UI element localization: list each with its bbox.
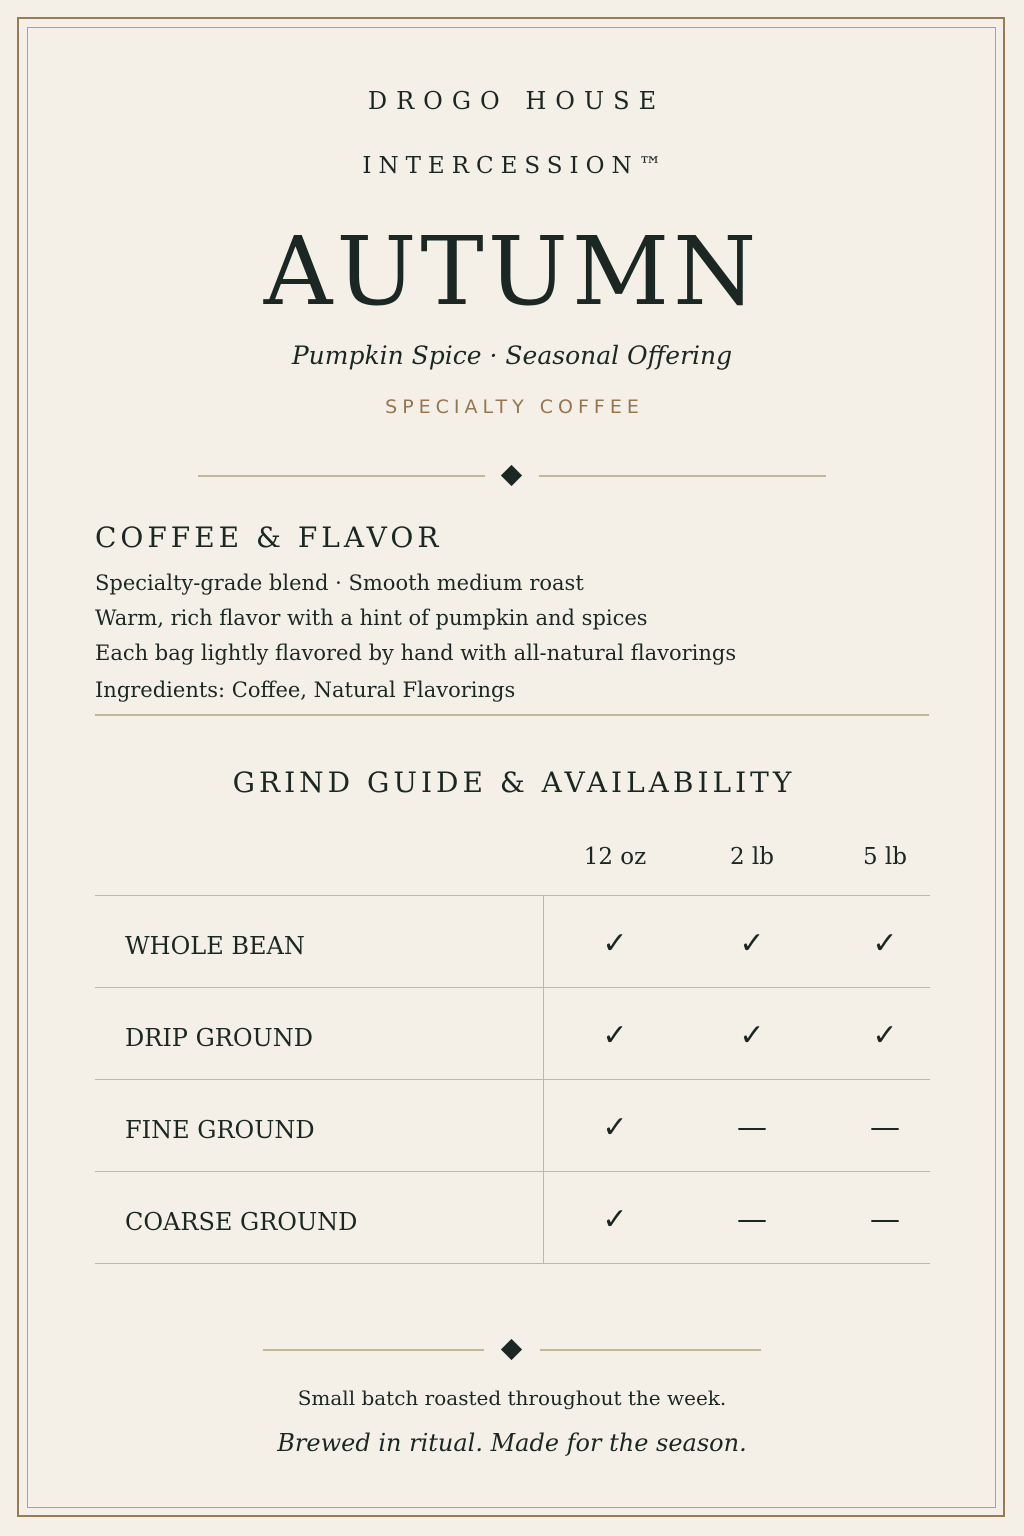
availability-mark: ✓ (872, 926, 898, 961)
footer-divider-right (540, 1349, 761, 1351)
product-title: AUTUMN (263, 217, 761, 327)
availability-mark: — (870, 1110, 900, 1145)
footer-divider-left (263, 1349, 484, 1351)
brand-name: DROGO HOUSE (367, 87, 666, 115)
row-label-coarse-ground: COARSE GROUND (125, 1208, 358, 1236)
availability-mark: ✓ (739, 926, 765, 961)
divider-right (539, 475, 826, 477)
table-column-divider (543, 896, 544, 1264)
flavor-line: Each bag lightly flavored by hand with all-natural flavorings (95, 641, 737, 665)
column-header-12oz: 12 oz (583, 844, 647, 870)
footer-slogan: Brewed in ritual. Made for the season. (277, 1429, 747, 1457)
table-rule (95, 1263, 930, 1264)
availability-mark: ✓ (739, 1018, 765, 1053)
table-rule (95, 895, 930, 896)
row-label-drip-ground: DRIP GROUND (125, 1024, 313, 1052)
availability-mark: ✓ (602, 926, 628, 961)
row-label-fine-ground: FINE GROUND (125, 1116, 315, 1144)
flavor-line: Warm, rich flavor with a hint of pumpkin and spices (95, 606, 648, 630)
availability-mark: — (737, 1202, 767, 1237)
availability-mark: ✓ (602, 1018, 628, 1053)
row-label-whole-bean: WHOLE BEAN (125, 932, 305, 960)
column-header-2lb: 2 lb (729, 844, 775, 870)
product-tagline: Pumpkin Spice · Seasonal Offering (291, 341, 733, 370)
flavor-line: Specialty-grade blend · Smooth medium roast (95, 571, 584, 595)
divider-left (198, 475, 485, 477)
grind-heading: GRIND GUIDE & AVAILABILITY (232, 766, 796, 799)
availability-mark: ✓ (872, 1018, 898, 1053)
section-divider (95, 714, 929, 716)
ingredients-line: Ingredients: Coffee, Natural Flavorings (95, 678, 516, 702)
collection-name: INTERCESSION™ (362, 153, 669, 179)
table-rule (95, 1079, 930, 1080)
availability-mark: ✓ (602, 1110, 628, 1145)
category-label: SPECIALTY COFFEE (385, 396, 644, 418)
availability-mark: — (737, 1110, 767, 1145)
footer-note: Small batch roasted throughout the week. (297, 1386, 727, 1410)
availability-mark: ✓ (602, 1202, 628, 1237)
availability-mark: — (870, 1202, 900, 1237)
flavor-heading: COFFEE & FLAVOR (95, 521, 443, 554)
column-header-5lb: 5 lb (862, 844, 908, 870)
table-rule (95, 1171, 930, 1172)
table-rule (95, 987, 930, 988)
